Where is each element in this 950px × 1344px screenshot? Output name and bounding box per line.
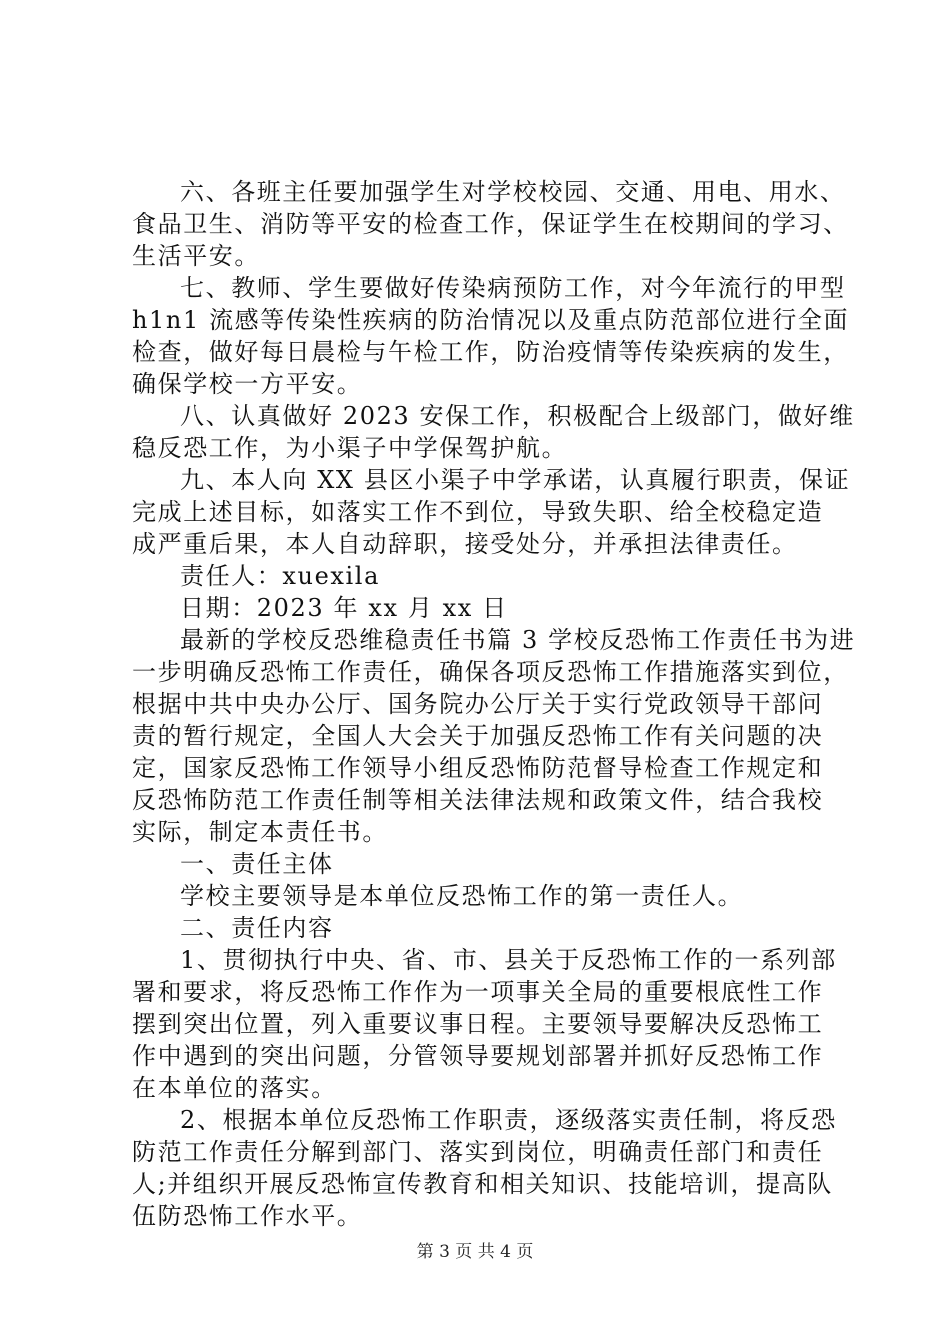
paragraph-line: 在本单位的落实。 bbox=[132, 1074, 337, 1102]
paragraph-line: 2、根据本单位反恐怖工作职责，逐级落实责任制，将反恐 bbox=[180, 1106, 837, 1134]
paragraph-line: 1、贯彻执行中央、省、市、县关于反恐怖工作的一系列部 bbox=[180, 946, 837, 974]
paragraph-line: 确保学校一方平安。 bbox=[132, 370, 363, 398]
paragraph-line: 反恐怖防范工作责任制等相关法律法规和政策文件，结合我校 bbox=[132, 786, 824, 814]
signatory-line: 责任人：xuexila bbox=[180, 562, 380, 590]
date-line: 日期：2023 年 xx 月 xx 日 bbox=[180, 594, 508, 622]
page-footer: 第 3 页 共 4 页 bbox=[416, 1242, 534, 1262]
paragraph-line: 学校主要领导是本单位反恐怖工作的第一责任人。 bbox=[180, 882, 744, 910]
paragraph-line: 生活平安。 bbox=[132, 242, 260, 270]
paragraph-line: 作中遇到的突出问题，分管领导要规划部署并抓好反恐怖工作 bbox=[132, 1042, 824, 1070]
paragraph-line: 成严重后果，本人自动辞职，接受处分，并承担法律责任。 bbox=[132, 530, 798, 558]
paragraph-line: 一步明确反恐怖工作责任，确保各项反恐怖工作措施落实到位， bbox=[132, 658, 849, 686]
paragraph-line: 实际，制定本责任书。 bbox=[132, 818, 388, 846]
paragraph-line: 摆到突出位置，列入重要议事日程。主要领导要解决反恐怖工 bbox=[132, 1010, 824, 1038]
paragraph-line: 人;并组织开展反恐怖宣传教育和相关知识、技能培训，提高队 bbox=[132, 1170, 833, 1198]
paragraph-line: 完成上述目标，如落实工作不到位，导致失职、给全校稳定造 bbox=[132, 498, 824, 526]
paragraph-line: h1n1 流感等传染性疾病的防治情况以及重点防范部位进行全面 bbox=[132, 306, 850, 334]
paragraph-line: 稳反恐工作，为小渠子中学保驾护航。 bbox=[132, 434, 568, 462]
paragraph-line: 署和要求，将反恐怖工作作为一项事关全局的重要根底性工作 bbox=[132, 978, 824, 1006]
paragraph-line: 检查，做好每日晨检与午检工作，防治疫情等传染疾病的发生， bbox=[132, 338, 849, 366]
paragraph-line: 九、本人向 XX 县区小渠子中学承诺，认真履行职责，保证 bbox=[180, 466, 851, 494]
paragraph-line: 六、各班主任要加强学生对学校校园、交通、用电、用水、 bbox=[180, 178, 846, 206]
section-heading: 二、责任内容 bbox=[180, 914, 334, 942]
paragraph-line: 八、认真做好 2023 安保工作，积极配合上级部门，做好维 bbox=[180, 402, 855, 430]
paragraph-line: 食品卫生、消防等平安的检查工作，保证学生在校期间的学习、 bbox=[132, 210, 849, 238]
paragraph-line: 最新的学校反恐维稳责任书篇 3 学校反恐怖工作责任书为进 bbox=[180, 626, 856, 654]
paragraph-line: 防范工作责任分解到部门、落实到岗位，明确责任部门和责任 bbox=[132, 1138, 824, 1166]
paragraph-line: 根据中共中央办公厅、国务院办公厅关于实行党政领导干部问 bbox=[132, 690, 824, 718]
paragraph-line: 七、教师、学生要做好传染病预防工作，对今年流行的甲型 bbox=[180, 274, 846, 302]
section-heading: 一、责任主体 bbox=[180, 850, 334, 878]
paragraph-line: 伍防恐怖工作水平。 bbox=[132, 1202, 363, 1230]
paragraph-line: 责的暂行规定，全国人大会关于加强反恐怖工作有关问题的决 bbox=[132, 722, 824, 750]
paragraph-line: 定，国家反恐怖工作领导小组反恐怖防范督导检查工作规定和 bbox=[132, 754, 824, 782]
